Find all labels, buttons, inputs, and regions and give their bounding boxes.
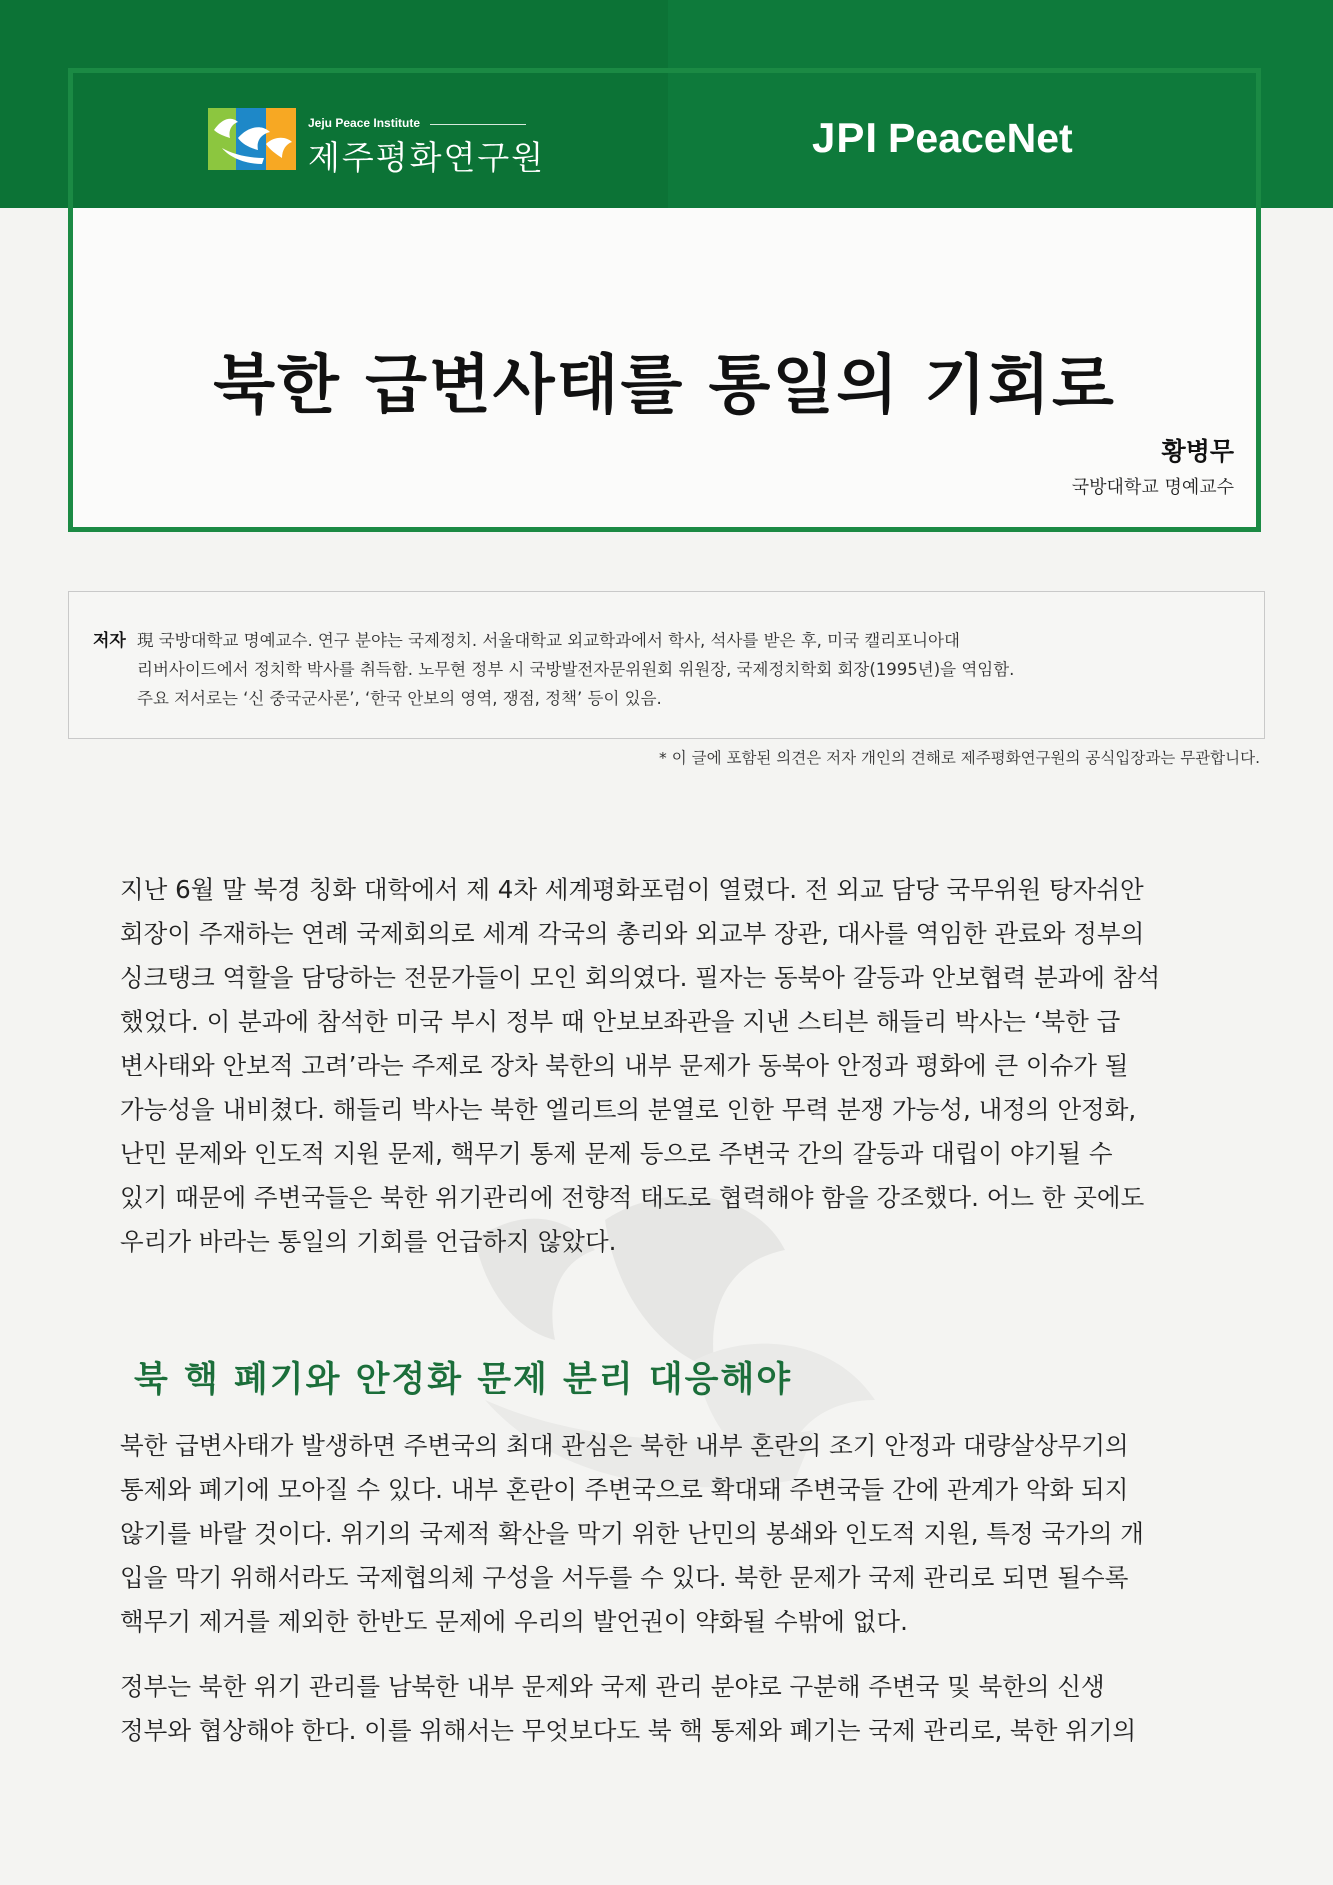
- bio-line: 現 국방대학교 명예교수. 연구 분야는 국제정치. 서울대학교 외교학과에서 학사, 석사를 받은 후, 미국 캘리포니아대: [137, 631, 960, 650]
- paragraph-line: 회장이 주재하는 연례 국제회의로 세계 각국의 총리와 외교부 장관, 대사를 역임한 관료와 정부의: [120, 919, 1145, 948]
- paragraph-line: 있기 때문에 주변국들은 북한 위기관리에 전향적 태도로 협력해야 함을 강조했다. 어느 한 곳에도: [120, 1183, 1145, 1212]
- section-heading: 북 핵 폐기와 안정화 문제 분리 대응해야: [134, 1360, 793, 1400]
- disclaimer-note: * 이 글에 포함된 의견은 저자 개인의 견해로 제주평화연구원의 공식입장과는 무관합니다.: [659, 749, 1260, 767]
- paragraph-line: 했었다. 이 분과에 참석한 미국 부시 정부 때 안보보좌관을 지낸 스티븐 해들리 박사는 ‘북한 급: [120, 1007, 1121, 1036]
- paragraph-line: 싱크탱크 역할을 담당하는 전문가들이 모인 회의였다. 필자는 동북아 갈등과 안보협력 분과에 참석: [120, 963, 1161, 992]
- bio-text: [137, 626, 1309, 713]
- paragraph-line: 통제와 폐기에 모아질 수 있다. 내부 혼란이 주변국으로 확대돼 주변국들 간에 관계가 악화 되지: [120, 1475, 1129, 1504]
- author-name: 황병무: [1161, 437, 1234, 466]
- paragraph-line: 북한 급변사태가 발생하면 주변국의 최대 관심은 북한 내부 혼란의 조기 안정과 대량살상무기의: [120, 1431, 1129, 1460]
- bio-label: 저자: [93, 631, 126, 651]
- institute-name-en: Jeju Peace Institute: [308, 116, 421, 130]
- paragraph-line: 정부는 북한 위기 관리를 남북한 내부 문제와 국제 관리 분야로 구분해 주변국 및 북한의 신생: [120, 1672, 1105, 1701]
- paragraph-line: 정부와 협상해야 한다. 이를 위해서는 무엇보다도 북 핵 통제와 폐기는 국제 관리로, 북한 위기의: [120, 1716, 1137, 1745]
- paragraph-intro: [120, 868, 1213, 1264]
- bio-line: 주요 저서로는 ‘신 중국군사론’, ‘한국 안보의 영역, 쟁점, 정책’ 등이 있음.: [137, 689, 662, 708]
- paragraph-section-1: [120, 1424, 1213, 1644]
- paragraph-line: 않기를 바랄 것이다. 위기의 국제적 확산을 막기 위한 난민의 봉쇄와 인도적 지원, 특정 국가의 개: [120, 1519, 1144, 1548]
- paragraph-line: 우리가 바라는 통일의 기회를 언급하지 않았다.: [120, 1227, 617, 1256]
- peacenet-logo[interactable]: [812, 114, 1132, 174]
- author-bio-box: [68, 591, 1265, 739]
- page-title: 북한 급변사태를 통일의 기회로: [213, 349, 1116, 423]
- paragraph-line: 가능성을 내비쳤다. 해들리 박사는 북한 엘리트의 분열로 인한 무력 분쟁 가능성, 내정의 안정화,: [120, 1095, 1137, 1124]
- paragraph-line: 핵무기 제거를 제외한 한반도 문제에 우리의 발언권이 약화될 수밖에 없다.: [120, 1607, 908, 1636]
- paragraph-line: 난민 문제와 인도적 지원 문제, 핵무기 통제 문제 등으로 주변국 간의 갈등과 대립이 야기될 수: [120, 1139, 1113, 1168]
- paragraph-line: 변사태와 안보적 고려’라는 주제로 장차 북한의 내부 문제가 동북아 안정과 평화에 큰 이슈가 될: [120, 1051, 1129, 1080]
- dove-logo-icon: [208, 108, 296, 170]
- peacenet-wordmark: PeaceNet: [888, 115, 1073, 161]
- bio-line: 리버사이드에서 정치학 박사를 취득함. 노무현 정부 시 국방발전자문위원회 위원장, 국제정치학회 회장(1995년)을 역임함.: [137, 660, 1015, 679]
- jpi-wordmark: JPI: [812, 114, 879, 161]
- paragraph-line: 입을 막기 위해서라도 국제협의체 구성을 서두를 수 있다. 북한 문제가 국제 관리로 되면 될수록: [120, 1563, 1129, 1592]
- institute-name-kr: 제주평화연구원: [308, 138, 546, 177]
- author-affiliation: 국방대학교 명예교수: [1071, 477, 1234, 498]
- logo-divider: [430, 124, 526, 125]
- paragraph-line: 지난 6월 말 북경 칭화 대학에서 제 4차 세계평화포럼이 열렸다. 전 외교 담당 국무위원 탕자쉬안: [120, 875, 1144, 904]
- paragraph-section-2: [120, 1665, 1213, 1753]
- jeju-peace-institute-logo[interactable]: [208, 108, 546, 177]
